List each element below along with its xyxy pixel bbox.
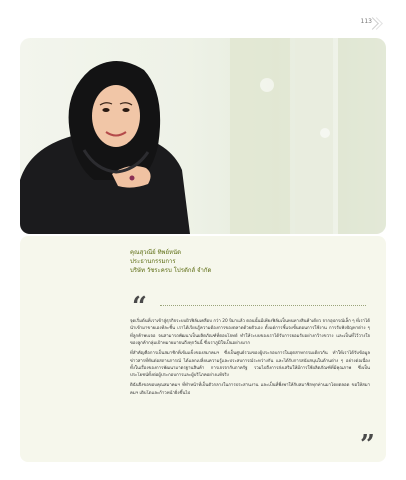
bokeh-light [320, 128, 330, 138]
quote-paragraph: ที่สำคัญคือการเป็นสมาชิกที่เข้มแข็งของสมาคมฯ ซึ่งเป็นศูนย์รวมของผู้ประกอบการในอุตสาหกรรมเดียวกัน ทำให้เราได้รับข้อมูลข่าวสารที่ทันต่อสถานการณ์ ได้แลกเปลี่ยนความรู้และประสบการณ์ระหว่างกัน และได้รับการสนับสนุนในด้านต่าง ๆ อย่างต่อเนื่อง ทั้งในเรื่องของการพัฒนามาตรฐานสินค้า การเจรจากับภาครัฐ รวมไปถึงการส่งเสริมให้มีการใช้ผลิตภัณฑ์ที่มีคุณภาพ ซึ่งเป็นประโยชน์ทั้งต่อผู้ประกอบการและผู้บริโภคอย่างแท้จริง [130, 351, 370, 379]
page-number [358, 14, 380, 34]
background-glass-panel [338, 38, 386, 234]
background-glass-panel [230, 38, 290, 234]
quote-close-icon: ” [360, 430, 375, 460]
quote-paragraph: จุดเริ่มต้นที่เราเข้าสู่ธุรกิจระบบผิวฟิล์มเคลือบ กว่า 20 ปีมาแล้ว ตอนนั้นมีเพียงฟิล์มเป็นหนทางสินค้าเดียว จากอุปกรณ์เล็ก ๆ ที่เราได้นำเข้ามาขายเองทีละชิ้น เราได้เรียนรู้ความต้องการของตลาดด้วยตัวเอง ตั้งแต่การชี้แจงขั้นตอนการใช้งาน การรับฟังปัญหาต่าง ๆ ที่ลูกค้าพบเจอ จนสามารถพัฒนาเป็นผลิตภัณฑ์ที่ตอบโจทย์ ทำให้ระบบของเราได้รับการยอมรับอย่างกว้างขวาง และเป็นที่ไว้วางใจของลูกค้ากลุ่มเป้าหมายมาจนถึงทุกวันนี้ ซึ่งเราภูมิใจเป็นอย่างมาก [130, 319, 370, 347]
quote-paragraph: ดิฉันจึงขอขอบคุณสมาคมฯ ที่ทำหน้าที่เป็นตัวกลางในการประสานงาน และเป็นที่พึ่งพาให้กับสมาชิกทุกท่านมาโดยตลอด ขอให้สมาคมฯ เติบโตและก้าวหน้ายิ่งขึ้นไป [130, 383, 370, 396]
profile-position: ประธานกรรมการ [130, 258, 176, 265]
portrait-photo [20, 38, 386, 234]
page-number-text: 113 [360, 18, 372, 25]
quote-body [130, 318, 370, 400]
bokeh-light [260, 78, 274, 92]
quote-divider [160, 305, 366, 306]
quote-open-icon: “ [132, 292, 147, 322]
profile-company: บริษัท วัชระครบ โปรดักส์ จำกัด [130, 267, 212, 274]
person-figure [20, 50, 200, 234]
profile-name: คุณสุวณีย์ ทิพย์หนัด [130, 249, 181, 256]
profile-block [130, 248, 211, 275]
